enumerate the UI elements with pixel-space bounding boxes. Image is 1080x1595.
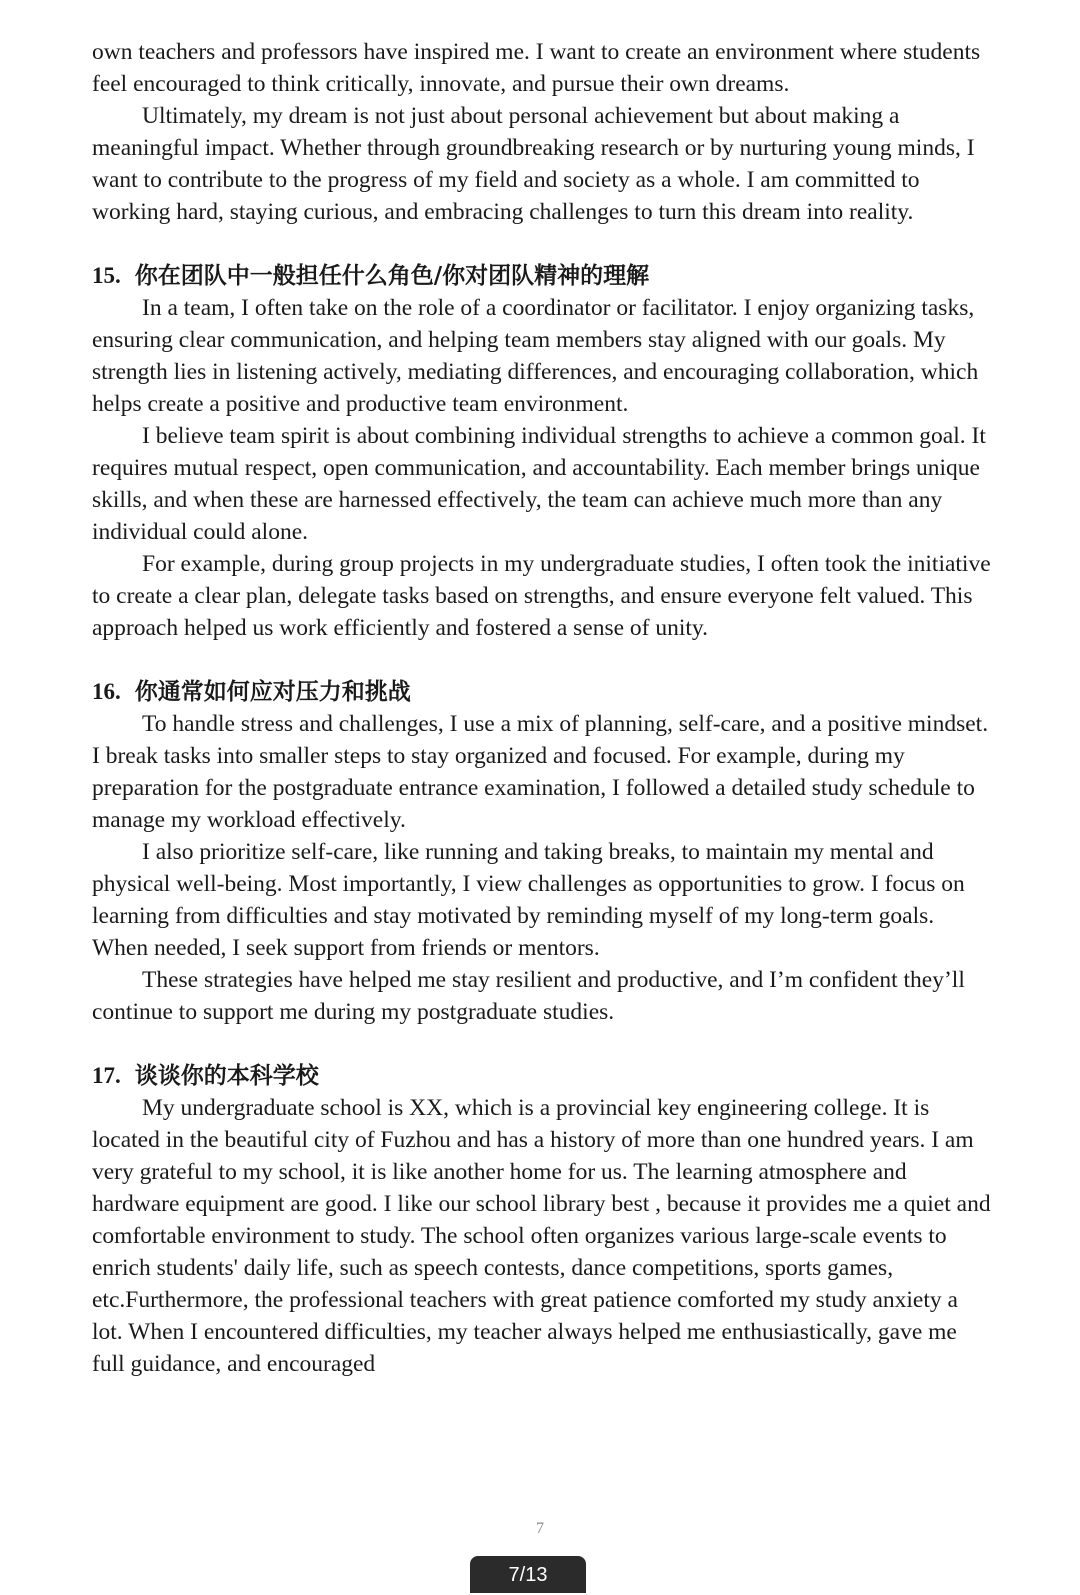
document-page	[92, 36, 992, 1380]
section-17	[92, 1060, 992, 1380]
section-number: 16.	[92, 679, 121, 704]
section-heading	[92, 676, 992, 708]
section-heading	[92, 260, 992, 292]
paragraph: To handle stress and challenges, I use a mix of planning, self-care, and a positive mindset. I break tasks into smaller steps to stay organized and focused. For example, during my preparation for the postgraduate entrance examination, I followed a detailed study schedule to manage my workload effectively.	[92, 711, 989, 833]
page-number: 7	[536, 1520, 544, 1537]
paragraph: These strategies have helped me stay resilient and productive, and I’m confident they’ll continue to support me during my postgraduate studies.	[92, 967, 965, 1025]
paragraph: Ultimately, my dream is not just about personal achievement but about making a meaningful impact. Whether through groundbreaking research or by nurturing young minds, I want to contribute to the progress of my field and society as a whole. I am committed to working hard, staying curious, and embracing challenges to turn this dream into reality.	[92, 103, 975, 225]
section-number: 15.	[92, 263, 121, 288]
paragraph: I also prioritize self-care, like running and taking breaks, to maintain my mental and physical well-being. Most importantly, I view challenges as opportunities to grow. I focus on learning from difficulties and stay motivated by reminding myself of my long-term goals. When needed, I seek support from friends or mentors.	[92, 839, 965, 961]
paragraph: own teachers and professors have inspired me. I want to create an environment where students feel encouraged to think critically, innovate, and pursue their own dreams.	[92, 39, 981, 97]
section-number: 17.	[92, 1063, 121, 1088]
section-title: 你在团队中一般担任什么角色/你对团队精神的理解	[134, 263, 650, 289]
page-indicator[interactable]: 7/13	[470, 1556, 586, 1593]
paragraph: In a team, I often take on the role of a coordinator or facilitator. I enjoy organizing tasks, ensuring clear communication, and helping team members stay aligned with our goals. My strength lies in listening actively, mediating differences, and encouraging collaboration, which helps create a positive and productive team environment.	[92, 295, 979, 417]
section-heading	[92, 1060, 992, 1092]
section-16	[92, 676, 992, 1028]
paragraph: For example, during group projects in my undergraduate studies, I often took the initiative to create a clear plan, delegate tasks based on strengths, and ensure everyone felt valued. This approach helped us work efficiently and fostered a sense of unity.	[92, 551, 991, 641]
section-title: 你通常如何应对压力和挑战	[134, 679, 411, 705]
paragraph: My undergraduate school is XX, which is a provincial key engineering college. It is located in the beautiful city of Fuzhou and has a history of more than one hundred years. I am very grateful to my school, it is like another home for us. The learning atmosphere and hardware equipment are good. I like our school library best , because it provides me a quiet and comfortable environment to study. The school often organizes various large-scale events to enrich students' daily life, such as speech contests, dance competitions, sports games, etc.Furthermore, the professional teachers with great patience comforted my study anxiety a lot. When I encountered difficulties, my teacher always helped me enthusiastically, gave me full guidance, and encouraged	[92, 1095, 991, 1377]
section-title: 谈谈你的本科学校	[134, 1063, 319, 1089]
section-15	[92, 260, 992, 644]
paragraph: I believe team spirit is about combining individual strengths to achieve a common goal. It requires mutual respect, open communication, and accountability. Each member brings unique skills, and when these are harnessed effectively, the team can achieve much more than any individual could alone.	[92, 423, 986, 545]
